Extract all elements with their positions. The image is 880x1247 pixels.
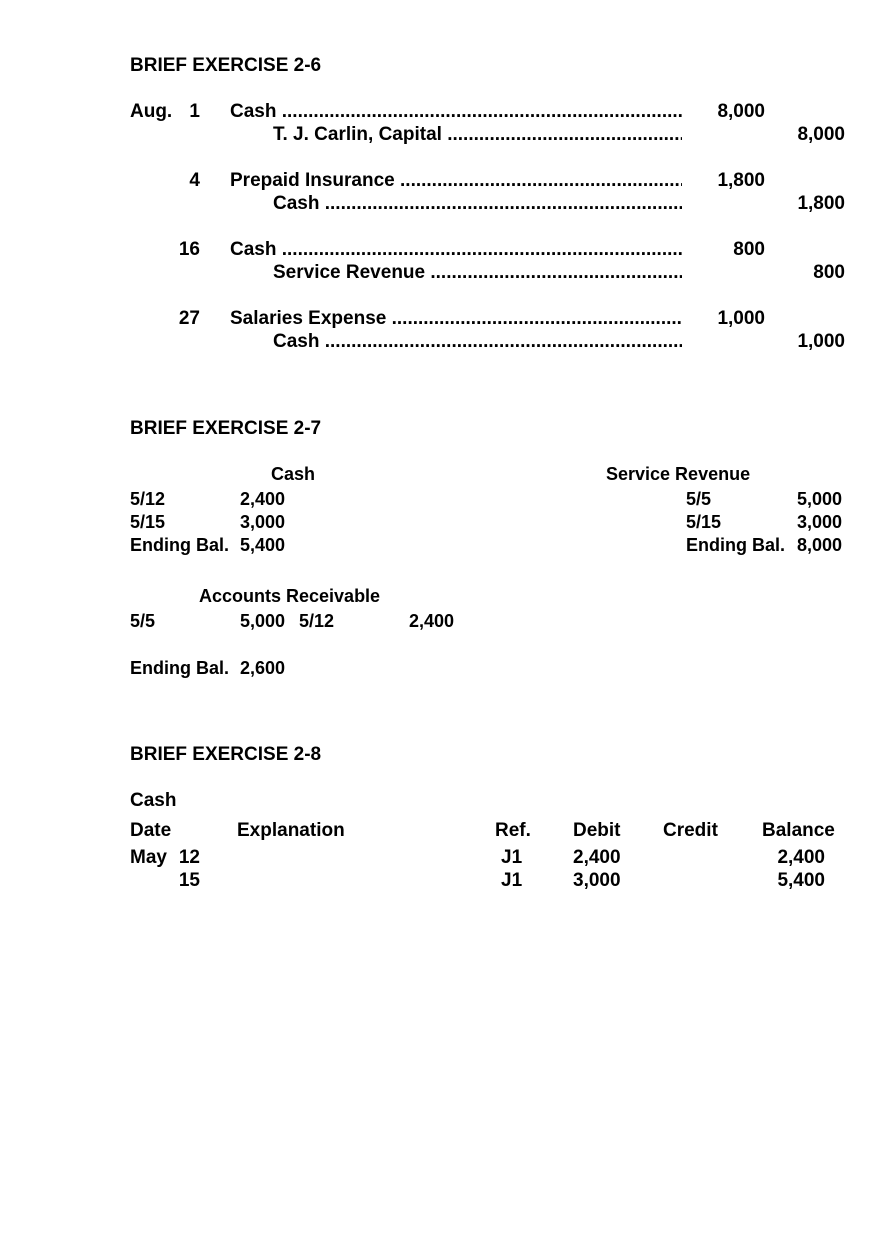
ledger-header-credit: Credit	[663, 820, 718, 841]
ledger-row-balance: 5,400	[777, 870, 825, 891]
ledger-header-date: Date	[130, 820, 172, 841]
t-account-cash-ending-amount: 5,400	[240, 535, 286, 555]
t-account-cash-date: 5/15	[130, 512, 166, 532]
ledger-row-balance: 2,400	[777, 847, 825, 868]
t-account-cash-date: 5/12	[130, 489, 166, 509]
ledger-row-ref: J1	[501, 870, 523, 891]
t-account-revenue-ending-label: Ending Bal.	[686, 535, 785, 555]
t-account-receivable-credit-amount: 2,400	[409, 611, 455, 631]
ledger-row-ref: J1	[501, 847, 523, 868]
t-account-cash-amount: 3,000	[240, 512, 286, 532]
journal-credit-amount: 800	[813, 262, 845, 283]
ledger-row-debit: 2,400	[573, 847, 621, 868]
t-account-cash-title: Cash	[271, 464, 316, 484]
t-account-cash-ending-label: Ending Bal.	[130, 535, 229, 555]
journal-debit-amount: 800	[733, 239, 765, 260]
journal-debit-account: Cash .....	[230, 240, 682, 259]
ledger-row-day: 12	[178, 847, 200, 868]
t-account-cash-amount: 2,400	[240, 489, 286, 509]
t-account-revenue-title: Service Revenue	[606, 464, 751, 484]
ledger-header-ref: Ref.	[495, 820, 531, 841]
ledger-account-name: Cash	[130, 790, 177, 811]
journal-day: 16	[178, 239, 200, 260]
journal-credit-amount: 1,000	[797, 331, 845, 352]
journal-debit-amount: 1,800	[717, 170, 765, 191]
t-account-receivable-ending-label: Ending Bal.	[130, 658, 229, 678]
journal-credit-account: Service Revenue .....	[273, 263, 682, 282]
journal-debit-amount: 1,000	[717, 308, 765, 329]
ledger-row-debit: 3,000	[573, 870, 621, 891]
t-account-revenue-ending-amount: 8,000	[796, 535, 842, 555]
journal-credit-account: Cash .....	[273, 332, 682, 351]
ledger-header-explanation: Explanation	[237, 820, 345, 841]
t-account-receivable-debit-amount: 5,000	[240, 611, 286, 631]
ledger-row-month: May	[130, 847, 167, 868]
t-account-revenue-date: 5/15	[686, 512, 722, 532]
journal-debit-account: Prepaid Insurance .....	[230, 171, 682, 190]
journal-debit-account: Cash .....	[230, 102, 682, 121]
journal-debit-account: Salaries Expense .....	[230, 309, 682, 328]
ledger-row-day: 15	[178, 870, 200, 891]
t-account-revenue-amount: 3,000	[796, 512, 842, 532]
journal-credit-amount: 8,000	[797, 124, 845, 145]
be26-title: BRIEF EXERCISE 2-6	[130, 55, 322, 76]
journal-day: 27	[178, 308, 200, 329]
be27-title: BRIEF EXERCISE 2-7	[130, 418, 322, 439]
be28-title: BRIEF EXERCISE 2-8	[130, 744, 322, 765]
t-account-receivable-credit-date: 5/12	[299, 611, 335, 631]
t-account-receivable-debit-date: 5/5	[130, 611, 156, 631]
journal-credit-account: T. J. Carlin, Capital .....	[273, 125, 682, 144]
journal-debit-amount: 8,000	[717, 101, 765, 122]
t-account-revenue-amount: 5,000	[796, 489, 842, 509]
journal-day: 1	[189, 101, 200, 122]
t-account-receivable-title: Accounts Receivable	[199, 586, 381, 606]
journal-day: 4	[189, 170, 200, 191]
t-account-revenue-date: 5/5	[686, 489, 712, 509]
t-account-receivable-ending-amount: 2,600	[240, 658, 286, 678]
ledger-header-debit: Debit	[573, 820, 621, 841]
ledger-header-balance: Balance	[762, 820, 835, 841]
journal-credit-amount: 1,800	[797, 193, 845, 214]
journal-month: Aug.	[130, 101, 173, 122]
journal-credit-account: Cash .....	[273, 194, 682, 213]
